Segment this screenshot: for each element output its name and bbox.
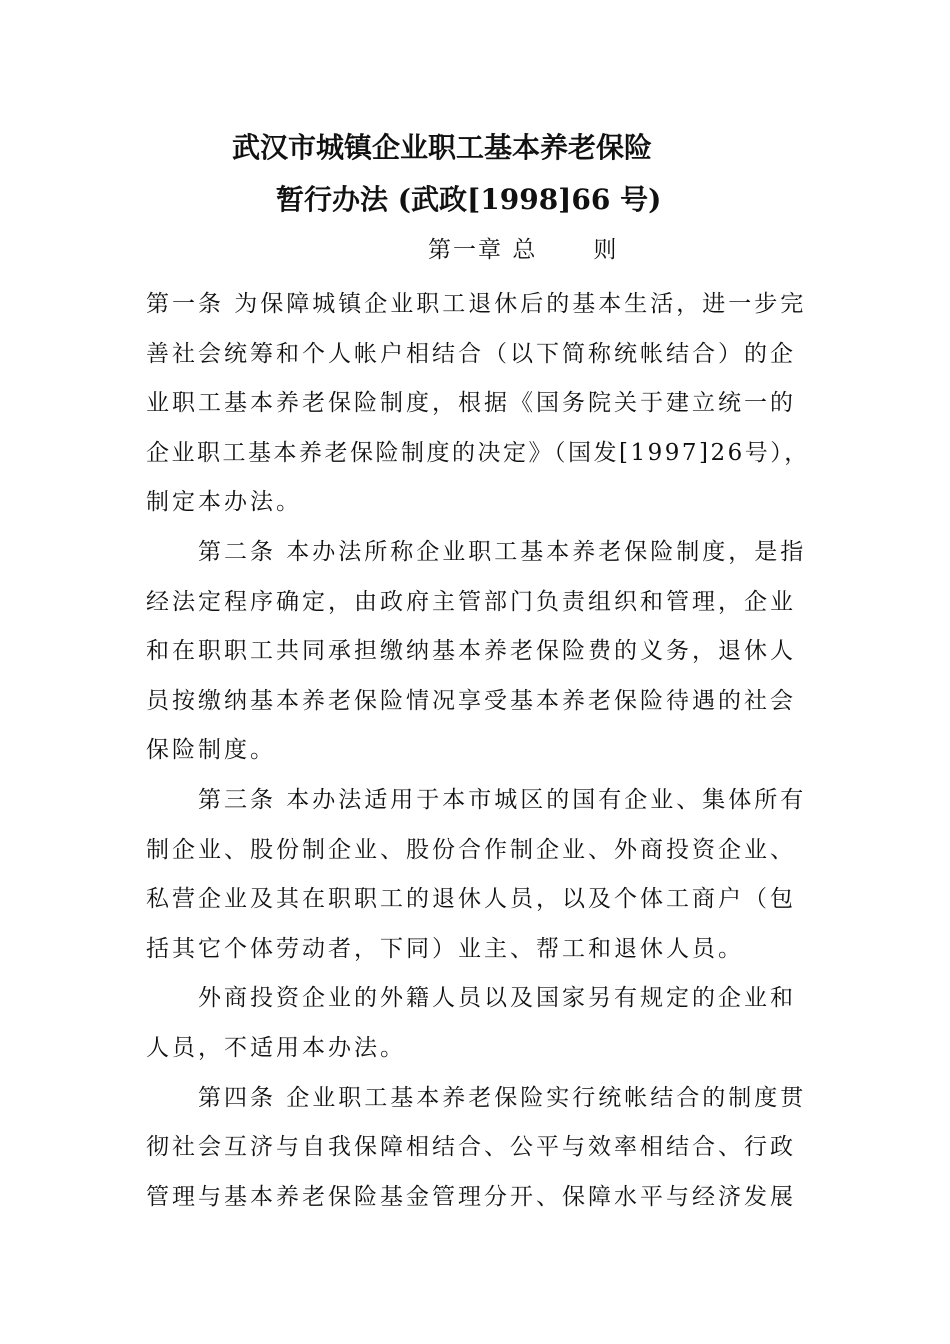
text-line: 外商投资企业的外籍人员以及国家另有规定的企业和 — [198, 985, 796, 1012]
text-line: 第三条 本办法适用于本市城区的国有企业、集体所有 — [198, 786, 807, 813]
text-line: 保险制度。 — [146, 737, 276, 764]
text-line: 善社会统筹和个人帐户相结合（以下简称统帐结合）的企 — [146, 340, 796, 367]
text-line: 经法定程序确定，由政府主管部门负责组织和管理，企业 — [146, 588, 796, 615]
text-line: 员按缴纳基本养老保险情况享受基本养老保险待遇的社会 — [146, 687, 796, 714]
text-line: 私营企业及其在职职工的退休人员，以及个体工商户（包 — [146, 886, 796, 913]
text-line: 彻社会互济与自我保障相结合、公平与效率相结合、行政 — [146, 1134, 796, 1161]
chapter-label: 第一章 — [428, 237, 503, 263]
text-line: 人员，不适用本办法。 — [146, 1034, 406, 1061]
text-line: 和在职职工共同承担缴纳基本养老保险费的义务，退休人 — [146, 638, 796, 665]
text-line: 括其它个体劳动者，下同）业主、帮工和退休人员。 — [146, 935, 744, 962]
text-line: 制企业、股份制企业、股份合作制企业、外商投资企业、 — [146, 836, 796, 863]
chapter-heading — [428, 232, 618, 268]
text-line: 管理与基本养老保险基金管理分开、保障水平与经济发展 — [146, 1183, 796, 1210]
chapter-word-2: 则 — [593, 237, 619, 263]
text-line: 第二条 本办法所称企业职工基本养老保险制度，是指 — [198, 538, 807, 565]
text-line: 第四条 企业职工基本养老保险实行统帐结合的制度贯 — [198, 1084, 807, 1111]
document-body — [146, 280, 810, 1222]
document-title-line-2: 暂行办法 (武政[1998]66 号) — [276, 183, 662, 216]
text-line: 制定本办法。 — [146, 489, 302, 516]
chapter-word-1: 总 — [512, 237, 538, 263]
text-line: 业职工基本养老保险制度，根据《国务院关于建立统一的 — [146, 390, 796, 417]
text-line: 企业职工基本养老保险制度的决定》（国发[1997]26号）， — [146, 439, 810, 466]
document-title-line-1: 武汉市城镇企业职工基本养老保险 — [232, 131, 653, 164]
text-line: 第一条 为保障城镇企业职工退休后的基本生活，进一步完 — [146, 291, 807, 317]
